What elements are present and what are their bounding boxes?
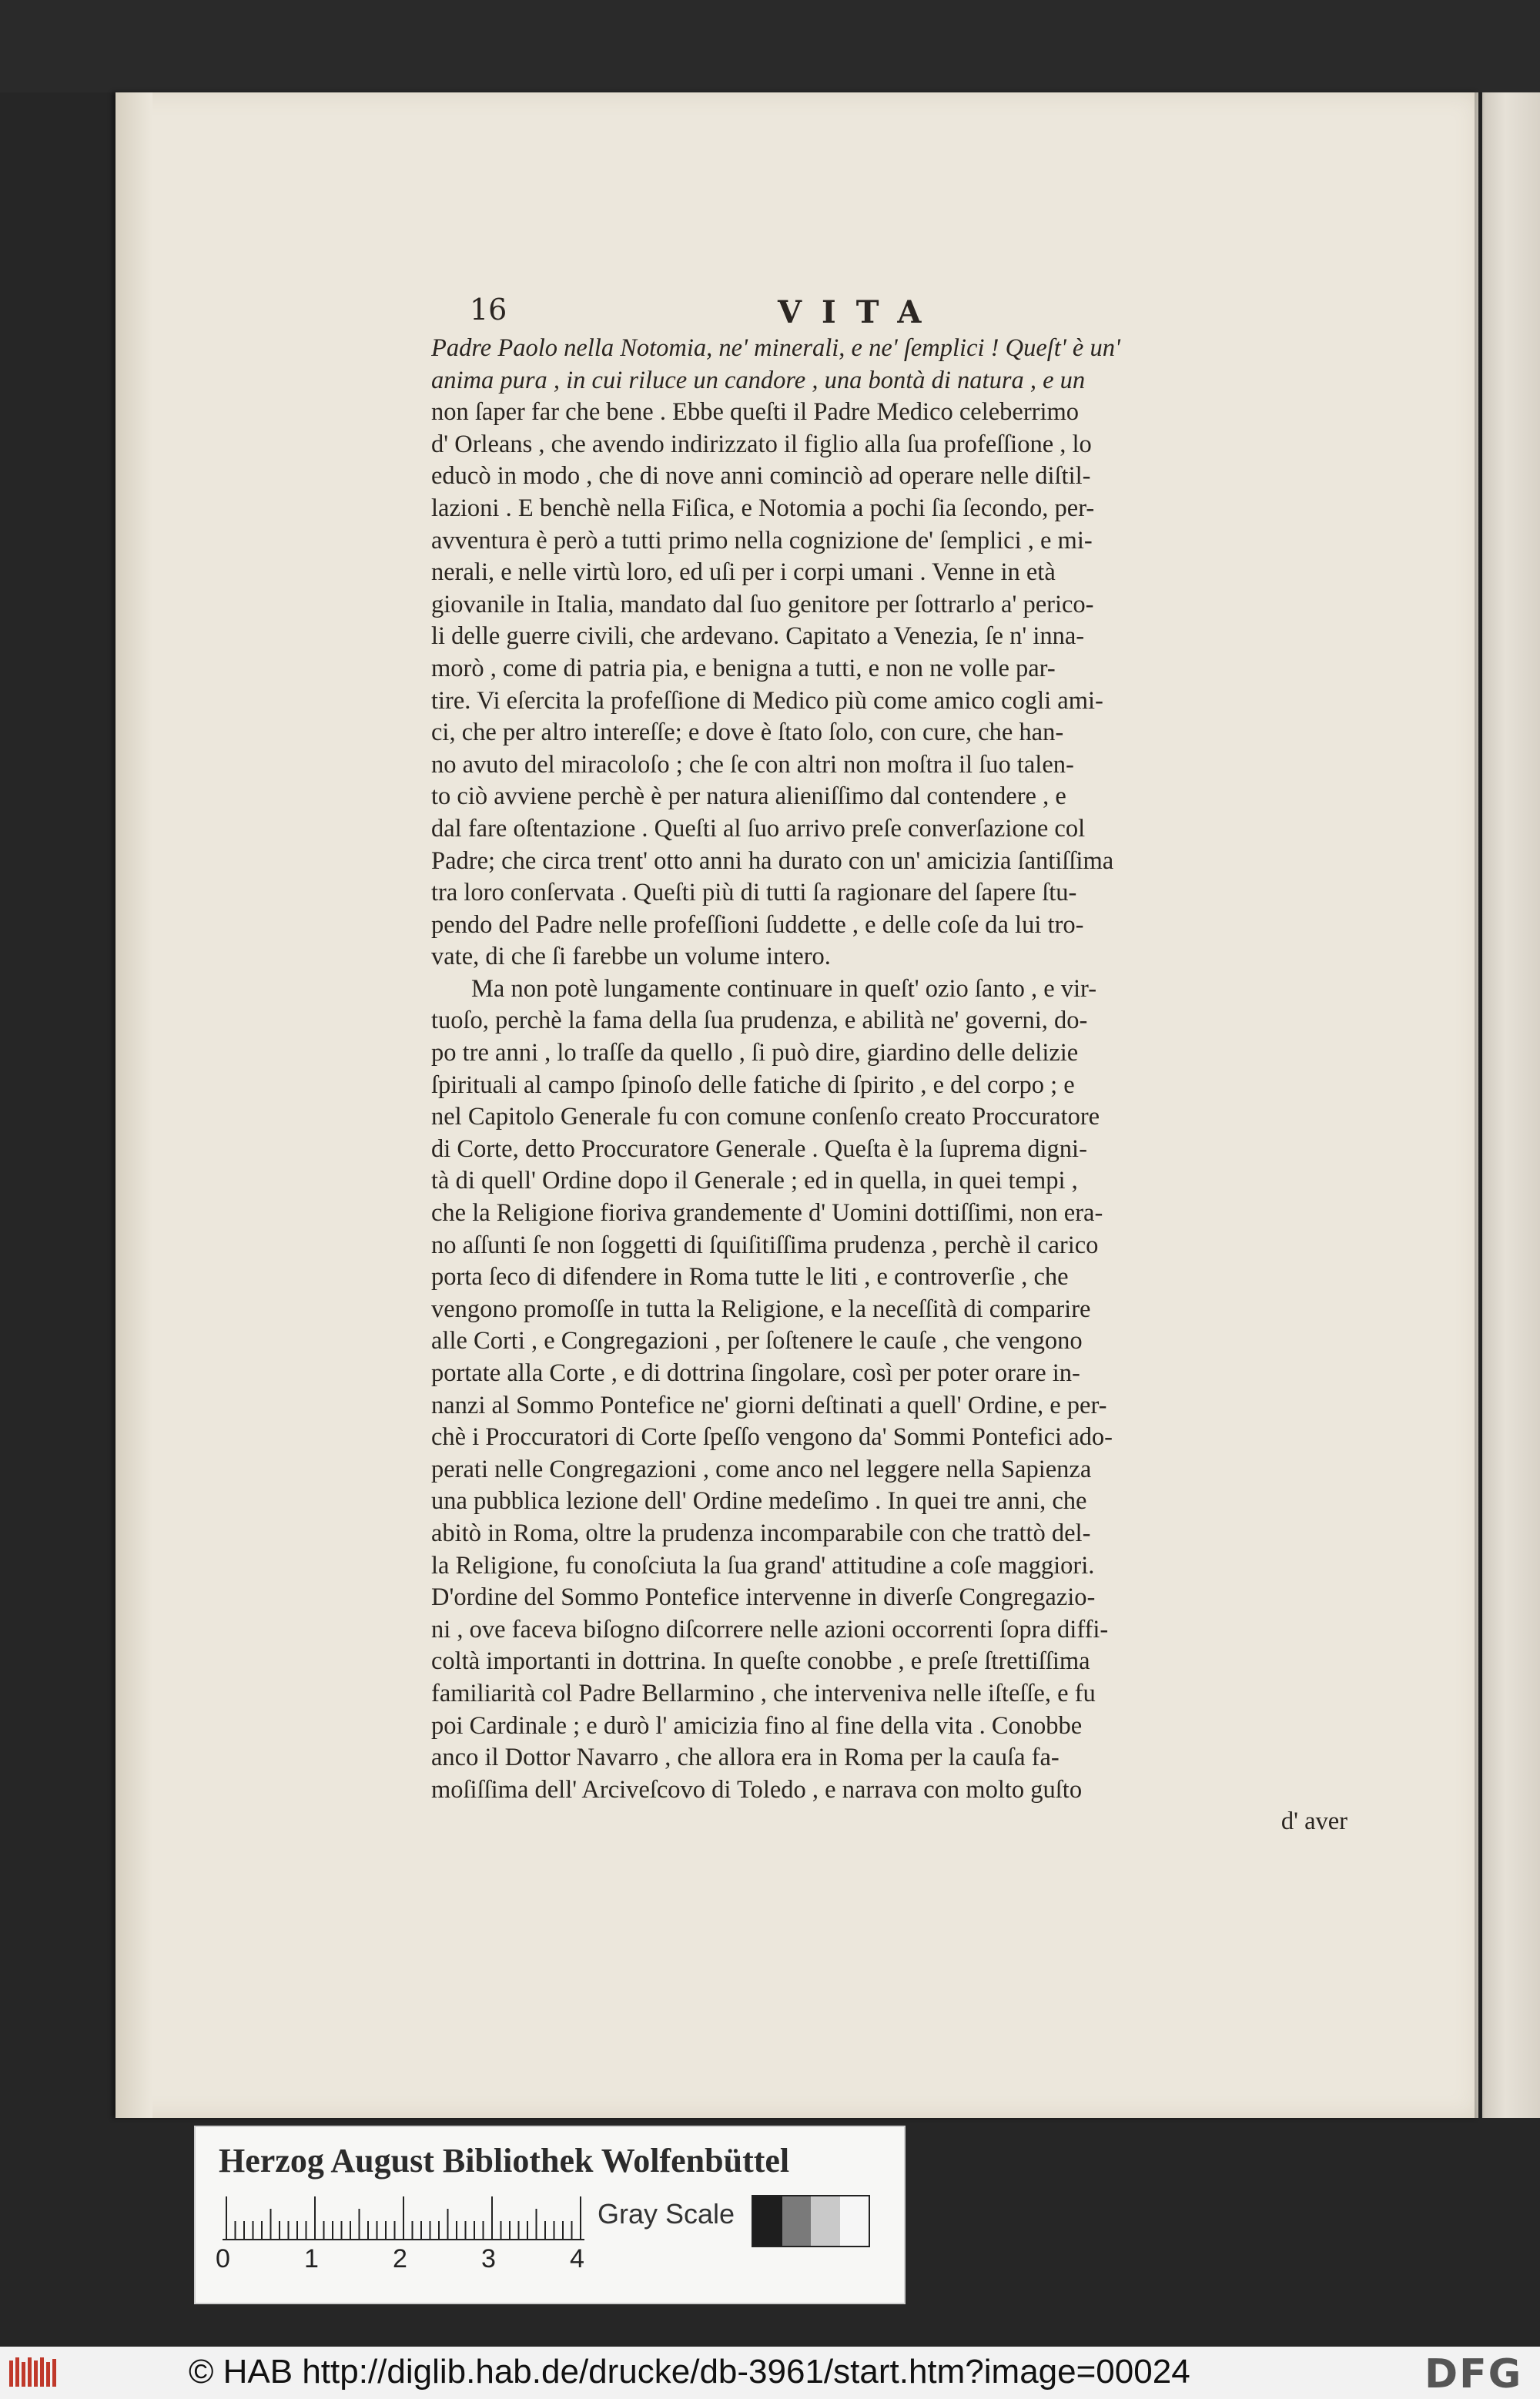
text-line: d' Orleans , che avendo indirizzato il figlio alla ſua profeſſione , lo xyxy=(431,430,1092,458)
text-line: chè i Proccuratori di Corte ſpeſſo vengono da' Sommi Pontefici ado- xyxy=(431,1423,1113,1452)
text-line: portate alla Corte , e di dottrina ſingolare, così per poter orare in- xyxy=(431,1359,1080,1387)
gray-scale-label: Gray Scale xyxy=(598,2198,735,2230)
text-line: nerali, e nelle virtù loro, ed uſi per i corpi umani . Venne in età xyxy=(431,558,1056,587)
scale-number: 2 xyxy=(393,2244,407,2273)
text-line: familiarità col Padre Bellarmino , che interveniva nelle iſteſſe, e fu xyxy=(431,1679,1096,1707)
body-text xyxy=(431,333,1348,1838)
gray-scale-swatches xyxy=(752,2195,870,2247)
text-line: li delle guerre civili, che ardevano. Capitato a Venezia, ſe n' inna- xyxy=(431,622,1085,651)
gray-swatch xyxy=(782,2196,812,2246)
running-head: VITA xyxy=(778,294,942,330)
text-line: Padre; che circa trent' otto anni ha durato con un' amicizia ſantiſſima xyxy=(431,846,1114,875)
text-line: tuoſo, perchè la fama della ſua prudenza, e abilità ne' governi, do- xyxy=(431,1007,1088,1035)
text-line: to ciò avviene perchè è per natura alieniſſimo dal contendere , e xyxy=(431,782,1066,811)
footer-url[interactable]: © HAB http://diglib.hab.de/drucke/db-3961/start.htm?image=00024 xyxy=(189,2353,1190,2391)
text-line: dal fare oſtentazione . Queſti al ſuo arrivo preſe converſazione col xyxy=(431,814,1086,843)
text-line: nanzi al Sommo Pontefice ne' giorni deſtinati a quell' Ordine, e per- xyxy=(431,1391,1107,1419)
page-right-shadow xyxy=(1475,92,1485,2118)
text-line: lazioni . E benchè nella Fiſica, e Notomia a pochi ſia ſecondo, per- xyxy=(431,494,1095,522)
text-line: no avuto del miracoloſo ; che ſe con altri non moſtra il ſuo talen- xyxy=(431,750,1074,779)
text-line: d' aver xyxy=(1281,1808,1348,1836)
text-line: ci, che per altro intereſſe; e dove è ſtato ſolo, con cure, che han- xyxy=(431,719,1064,747)
color-target-card xyxy=(194,2126,906,2304)
text-line: ni , ove faceva biſogno diſcorrere nelle azioni occorrenti ſopra diffi- xyxy=(431,1615,1109,1643)
scale-ruler xyxy=(223,2195,584,2241)
text-line: vate, di che ſi farebbe un volume intero. xyxy=(431,943,831,971)
gray-swatch xyxy=(753,2196,782,2246)
scale-number: 4 xyxy=(570,2244,584,2273)
text-line: Ma non potè lungamente continuare in queſt' ozio ſanto , e vir- xyxy=(471,974,1097,1003)
text-line: no aſſunti ſe non ſoggetti di ſquiſitiſſima prudenza , perchè il carico xyxy=(431,1231,1099,1259)
adjacent-page-edge xyxy=(1482,92,1540,2118)
page-gutter-shadow xyxy=(116,92,152,2118)
text-line: vengono promoſſe in tutta la Religione, e la neceſſità di comparire xyxy=(431,1295,1091,1323)
footer-bar xyxy=(0,2347,1540,2399)
text-line: che la Religione fioriva grandemente d' Uomini dottiſſimi, non era- xyxy=(431,1199,1103,1228)
library-name: Herzog August Bibliothek Wolfenbüttel xyxy=(219,2142,790,2180)
dfg-logo: DFG xyxy=(1424,2351,1523,2397)
scale-numbers xyxy=(216,2244,601,2275)
text-line: po tre anni , lo traſſe da quello , ſi può dire, giardino delle delizie xyxy=(431,1039,1079,1067)
text-line: tra loro conſervata . Queſti più di tutti ſa ragionare del ſapere ſtu- xyxy=(431,879,1077,907)
text-line: non ſaper far che bene . Ebbe queſti il Padre Medico celeberrimo xyxy=(431,398,1080,427)
text-line: nel Capitolo Generale fu con comune conſenſo creato Proccuratore xyxy=(431,1103,1100,1131)
text-line: di Corte, detto Proccuratore Generale . Queſta è la ſuprema digni- xyxy=(431,1134,1087,1163)
text-line: morò , come di patria pia, e benigna a tutti, e non ne volle par- xyxy=(431,654,1056,682)
text-line: ſpirituali al campo ſpinoſo delle fatiche di ſpirito , e del corpo ; e xyxy=(431,1071,1075,1099)
text-line: porta ſeco di difendere in Roma tutte le liti , e controverſie , che xyxy=(431,1263,1069,1292)
text-line: Padre Paolo nella Notomia, ne' minerali, e ne' ſemplici ! Queſt' è un' xyxy=(431,334,1120,362)
text-line: moſiſſima dell' Arciveſcovo di Toledo , e narrava con molto guſto xyxy=(431,1775,1083,1804)
text-line: coltà importanti in dottrina. In queſte conobbe , e preſe ſtrettiſſima xyxy=(431,1647,1090,1676)
scan-background-top xyxy=(0,0,1540,92)
scale-number: 0 xyxy=(216,2244,230,2273)
text-line: D'ordine del Sommo Pontefice intervenne in diverſe Congregazio- xyxy=(431,1583,1096,1612)
text-line: poi Cardinale ; e durò l' amicizia fino al fine della vita . Conobbe xyxy=(431,1711,1083,1740)
gray-swatch xyxy=(811,2196,840,2246)
text-line: tire. Vi eſercita la profeſſione di Medico più come amico cogli ami- xyxy=(431,686,1103,715)
gray-swatch xyxy=(840,2196,869,2246)
text-line: tà di quell' Ordine dopo il Generale ; ed in quella, in quei tempi , xyxy=(431,1167,1078,1195)
text-line: anco il Dottor Navarro , che allora era in Roma per la cauſa fa- xyxy=(431,1744,1060,1772)
scale-number: 1 xyxy=(304,2244,319,2273)
text-line: anima pura , in cui riluce un candore , una bontà di natura , e un xyxy=(431,366,1086,394)
text-line: alle Corti , e Congregazioni , per ſoſtenere le cauſe , che vengono xyxy=(431,1327,1083,1355)
text-line: abitò in Roma, oltre la prudenza incomparabile con che trattò del- xyxy=(431,1519,1091,1547)
text-line: la Religione, fu conoſciuta la ſua grand' attitudine a coſe maggiori. xyxy=(431,1551,1095,1580)
hab-logo-icon xyxy=(8,2356,57,2390)
scale-number: 3 xyxy=(481,2244,496,2273)
text-line: pendo del Padre nelle profeſſioni ſuddette , e delle coſe da lui tro- xyxy=(431,910,1084,939)
text-line: giovanile in Italia, mandato dal ſuo genitore per ſottrarlo a' perico- xyxy=(431,590,1094,618)
text-line: educò in modo , che di nove anni cominciò ad operare nelle diſtil- xyxy=(431,462,1091,491)
text-line: perati nelle Congregazioni , come anco nel leggere nella Sapienza xyxy=(431,1455,1092,1483)
page-number: 16 xyxy=(470,293,507,327)
text-line: una pubblica lezione dell' Ordine medeſimo . In quei tre anni, che xyxy=(431,1487,1087,1516)
text-line: avventura è però a tutti primo nella cognizione de' ſemplici , e mi- xyxy=(431,526,1093,555)
